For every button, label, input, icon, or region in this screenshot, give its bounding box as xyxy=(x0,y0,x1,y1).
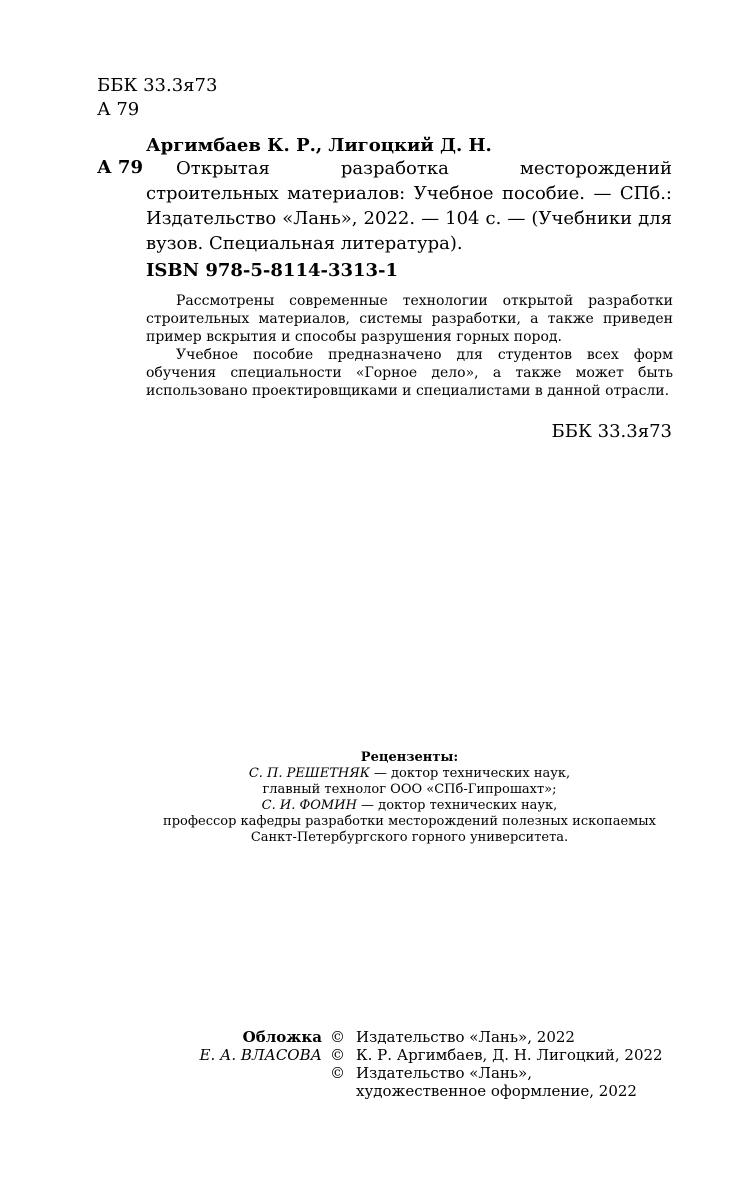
reviewer-2 xyxy=(146,798,673,814)
abstract-paragraph: Учебное пособие предназначено для студентов всех форм обучения специальности «Горное дело», а также может быть использовано проектировщиками и специалистами в данной отрасли. xyxy=(146,347,673,399)
author-code-top: А 79 xyxy=(97,99,140,120)
cover-credit xyxy=(150,1028,322,1064)
reviewer-2-position: профессор кафедры разработки месторождений полезных ископаемых xyxy=(163,814,656,829)
reviewer-1 xyxy=(146,766,673,782)
reviewer-1-name: С. П. РЕШЕТНЯК xyxy=(248,766,370,781)
copyright-text xyxy=(356,1064,690,1100)
reviewers xyxy=(146,750,673,846)
cover-designer: Е. А. ВЛАСОВА xyxy=(199,1046,322,1064)
isbn: ISBN 978-5-8114-3313-1 xyxy=(146,260,399,281)
copyright-block xyxy=(330,1028,690,1100)
bbk-index-bottom: ББК 33.3я73 xyxy=(551,421,672,442)
cover-label: Обложка xyxy=(242,1028,322,1046)
reviewer-2-affiliation: Санкт-Петербургского горного университета. xyxy=(250,830,569,845)
reviewer-1-degree: — доктор технических наук, xyxy=(369,766,571,781)
abstract-paragraph: Рассмотрены современные технологии открытой разработки строительных материалов, системы разработки, а также приведен пример вскрытия и способы разрушения горных пород. xyxy=(146,293,673,345)
copyright-text-line: художественное оформление, 2022 xyxy=(356,1082,637,1100)
abstract xyxy=(146,292,673,400)
reviewer-2-name: С. И. ФОМИН xyxy=(261,798,357,813)
bbk-index-top: ББК 33.3я73 xyxy=(97,75,218,96)
copyright-icon: © xyxy=(330,1064,345,1082)
copyright-line xyxy=(330,1028,690,1046)
copyright-line xyxy=(330,1064,690,1100)
copyright-text: Издательство «Лань», 2022 xyxy=(356,1028,575,1046)
bibliographic-description: Открытая разработка месторождений строительных материалов: Учебное пособие. — СПб.: Издательство «Лань», 2022. — 104 с. — (Учебники для вузов. Специальная литература). xyxy=(146,158,672,254)
copyright-line xyxy=(330,1046,690,1064)
copyright-icon: © xyxy=(330,1046,345,1064)
copyright-icon: © xyxy=(330,1028,345,1046)
author-code: А 79 xyxy=(97,157,143,178)
reviewers-heading: Рецензенты: xyxy=(360,750,459,765)
reviewer-2-degree: — доктор технических наук, xyxy=(356,798,558,813)
copyright-text-line: Издательство «Лань», xyxy=(356,1064,533,1082)
authors: Аргимбаев К. Р., Лигоцкий Д. Н. xyxy=(146,135,492,156)
reviewer-1-position: главный технолог ООО «СПб-Гипрошахт»; xyxy=(262,782,557,797)
copyright-text: К. Р. Аргимбаев, Д. Н. Лигоцкий, 2022 xyxy=(356,1046,663,1064)
